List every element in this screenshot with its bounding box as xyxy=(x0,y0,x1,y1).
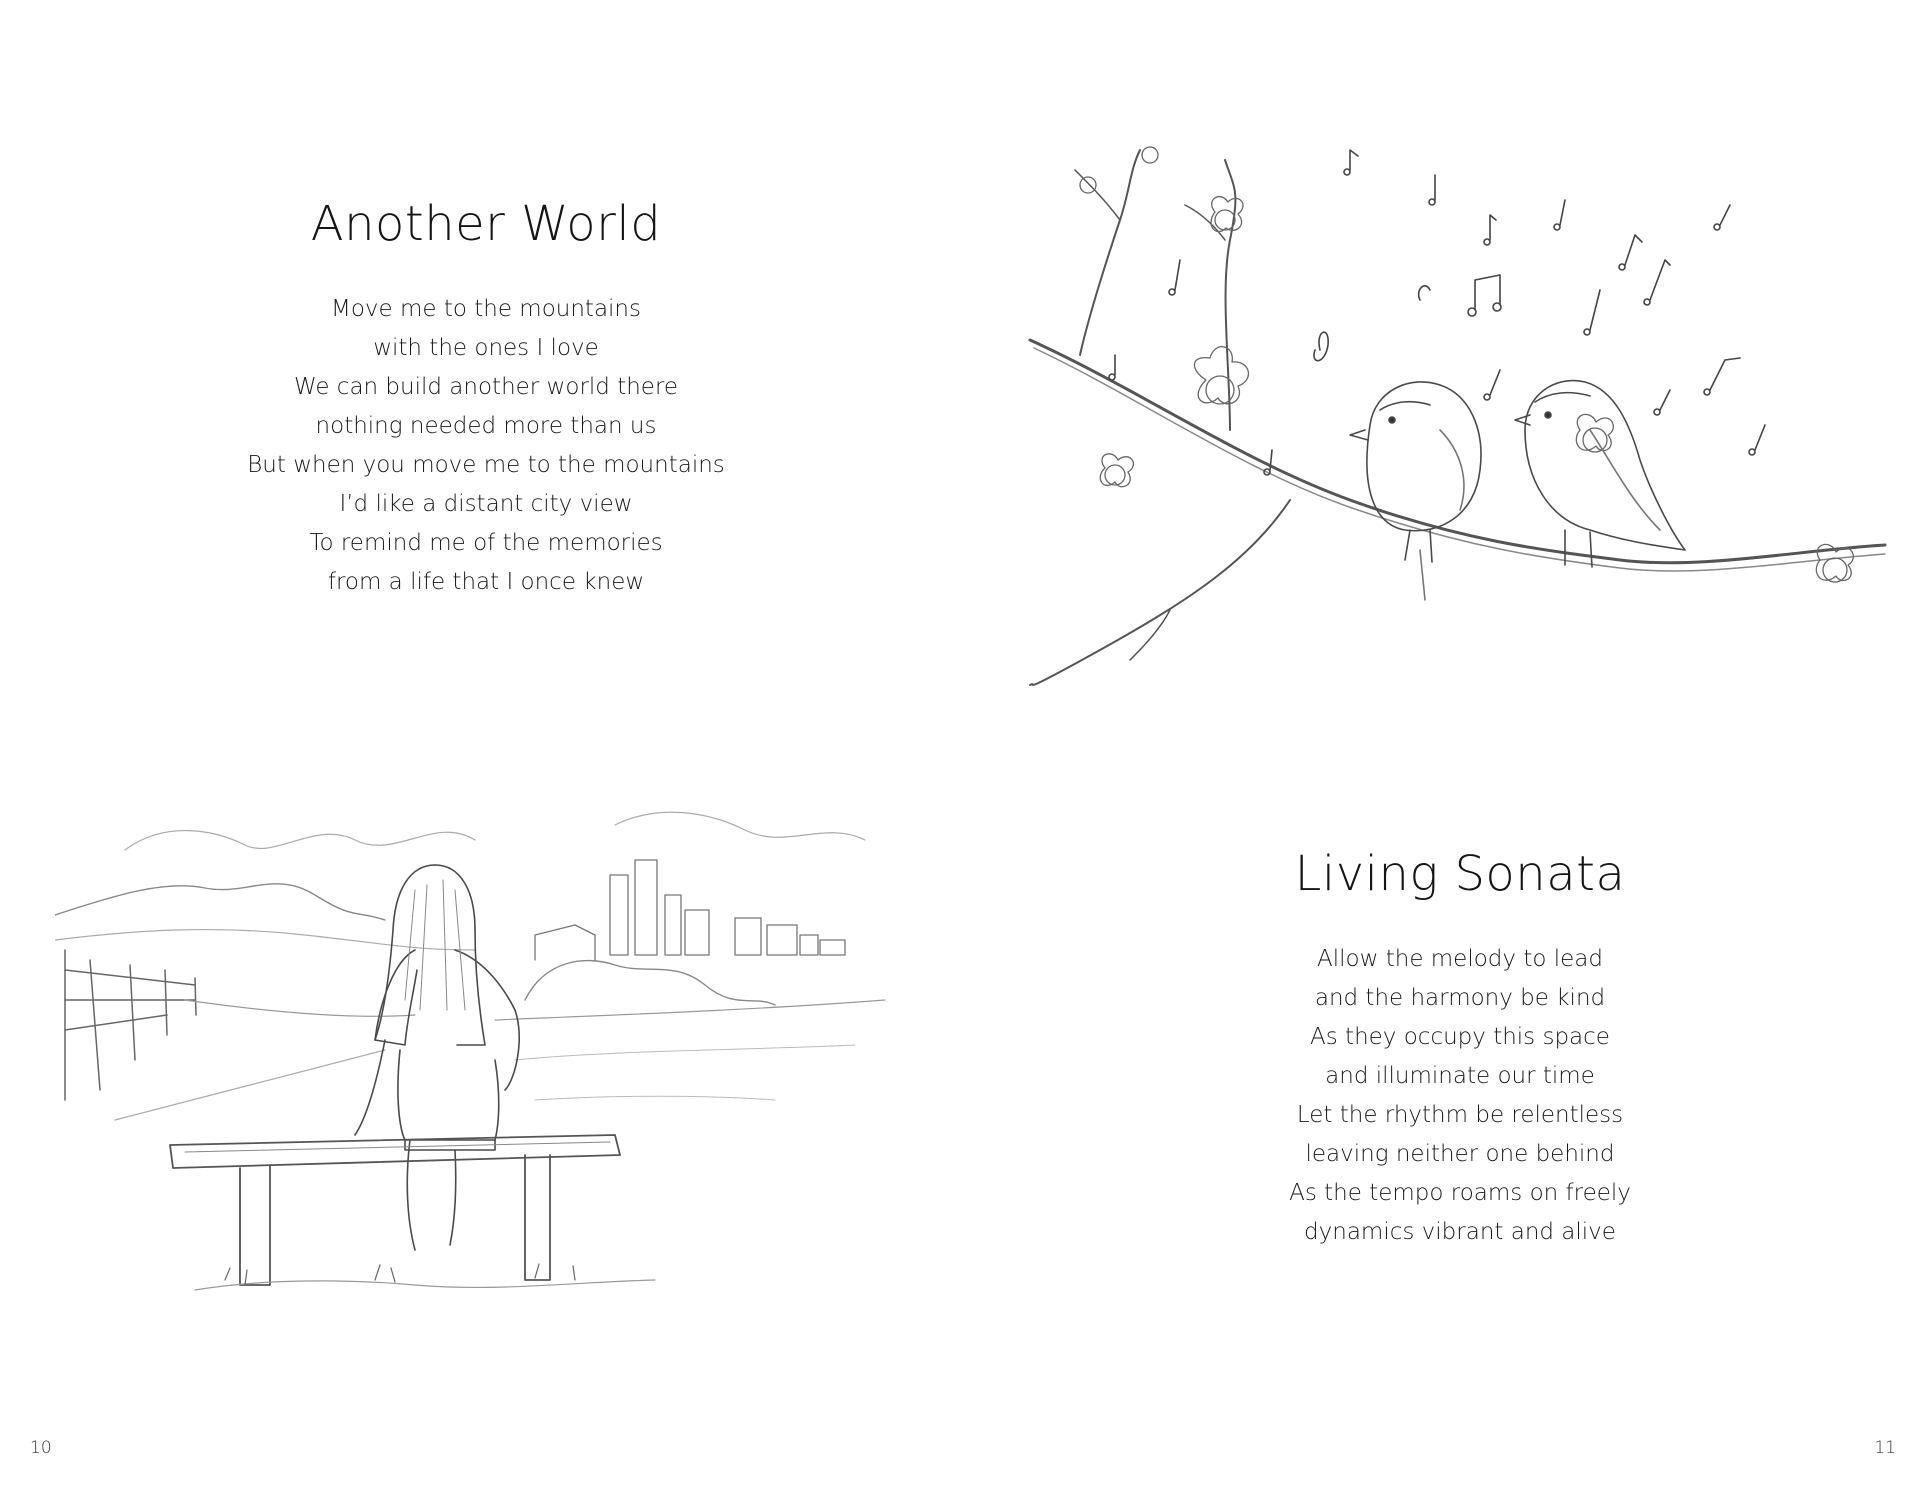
poem-line: leaving neither one behind xyxy=(1305,1141,1615,1167)
poem-line: and the harmony be kind xyxy=(1314,985,1606,1011)
poem-line: As the tempo roams on freely xyxy=(1289,1180,1631,1206)
poem-line: dynamics vibrant and alive xyxy=(1304,1219,1616,1245)
birds-on-branch-illustration xyxy=(1020,130,1900,710)
poem-line: As they occupy this space xyxy=(1310,1024,1610,1050)
poem-title: Another World xyxy=(310,196,662,252)
poem-line: To remind me of the memories xyxy=(309,530,663,556)
poem-lines xyxy=(1210,940,1710,1252)
poem-line: I’d like a distant city view xyxy=(339,491,633,517)
poem-line: from a life that I once knew xyxy=(327,569,645,595)
poem-line: But when you move me to the mountains xyxy=(247,452,725,478)
poem-line: nothing needed more than us xyxy=(315,413,657,439)
page-number-left: 10 xyxy=(30,1438,52,1458)
poem-lines xyxy=(236,290,736,602)
poem-title: Living Sonata xyxy=(1294,846,1626,902)
poem-another-world xyxy=(236,196,736,602)
poem-line: We can build another world there xyxy=(293,374,679,400)
poem-line: Allow the melody to lead xyxy=(1317,946,1603,972)
poem-living-sonata xyxy=(1210,846,1710,1252)
poem-line: and illuminate our time xyxy=(1325,1063,1595,1089)
girl-on-bench-illustration xyxy=(55,800,925,1345)
poem-line: with the ones I love xyxy=(373,335,599,361)
poem-line: Move me to the mountains xyxy=(330,296,641,322)
poem-line: Let the rhythm be relentless xyxy=(1296,1102,1624,1128)
page-number-right: 11 xyxy=(1874,1438,1896,1458)
